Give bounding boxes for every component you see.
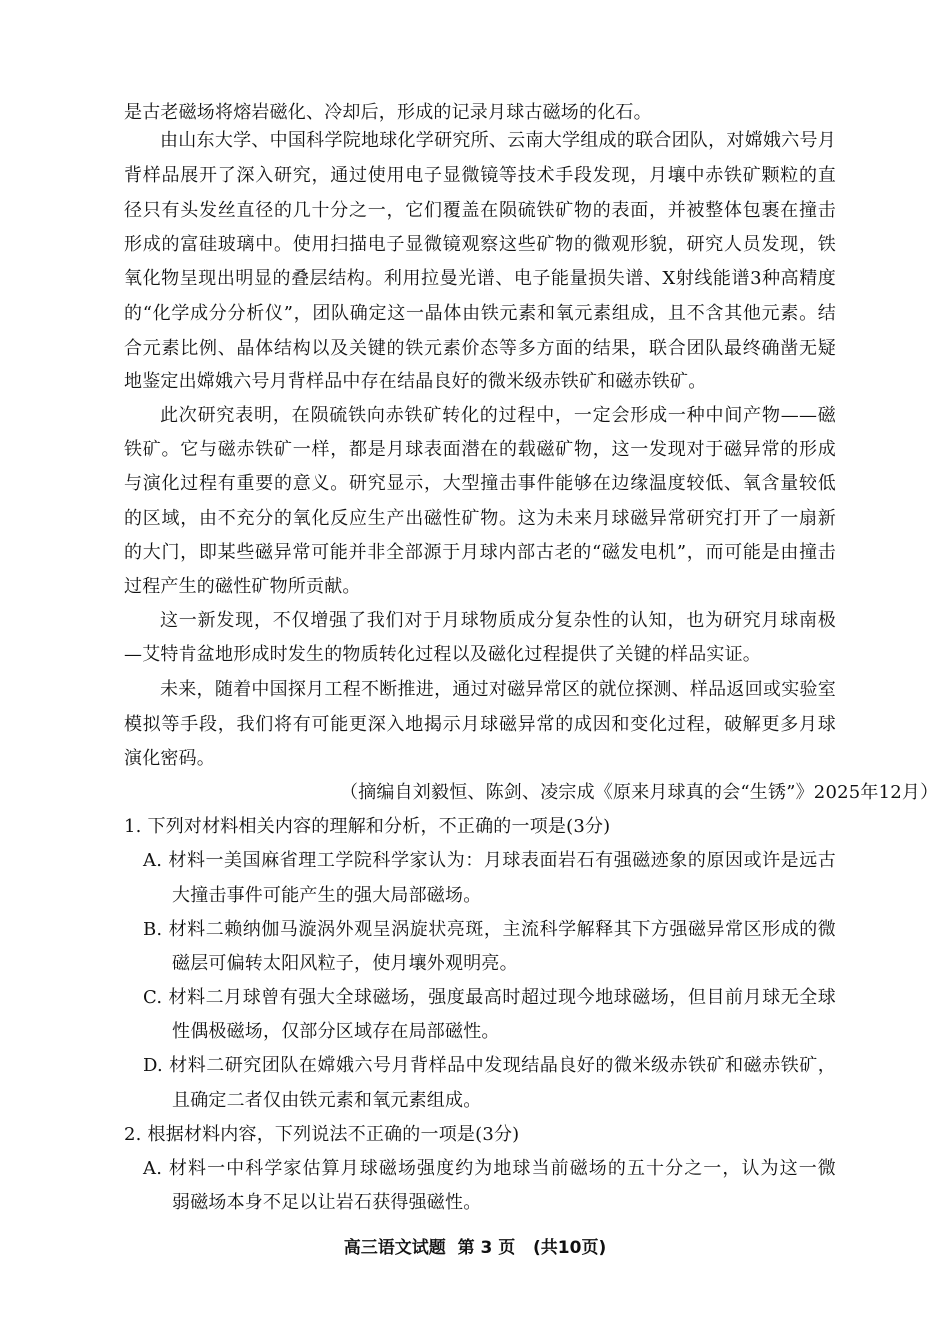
paragraph-line: 的区域，由不充分的氧化反应生产出磁性矿物。这为未来月球磁异常研究打开了一扇新 [124, 508, 836, 529]
paragraph-line: 此次研究表明，在陨硫铁向赤铁矿转化的过程中，一定会形成一种中间产物——磁 [160, 405, 836, 426]
paragraph-line: 演化密码。 [124, 748, 215, 769]
paragraph-line: 形成的富硅玻璃中。使用扫描电子显微镜观察这些矿物的微观形貌，研究人员发现，铁 [124, 234, 836, 255]
paragraph-line: 径只有头发丝直径的几十分之一，它们覆盖在陨硫铁矿物的表面，并被整体包裹在撞击 [124, 200, 836, 221]
source-citation: （摘编自刘毅恒、陈剑、凌宗成《原来月球真的会“生锈”》2025年12月） [340, 782, 939, 803]
question-stem: 1. 下列对材料相关内容的理解和分析，不正确的一项是(3分) [124, 816, 611, 837]
paragraph-line: 由山东大学、中国科学院地球化学研究所、云南大学组成的联合团队，对嫦娥六号月 [160, 130, 836, 151]
paragraph-line: 是古老磁场将熔岩磁化、冷却后，形成的记录月球古磁场的化石。 [124, 102, 652, 123]
paragraph-line: —艾特肯盆地形成时发生的物质转化过程以及磁化过程提供了关键的样品实证。 [124, 644, 761, 665]
paragraph-line: 过程产生的磁性矿物所贡献。 [124, 576, 361, 597]
option-a-line: 大撞击事件可能产生的强大局部磁场。 [172, 885, 482, 906]
option-d-line: 且确定二者仅由铁元素和氧元素组成。 [172, 1090, 482, 1111]
option-a-line: 弱磁场本身不足以让岩石获得强磁性。 [172, 1192, 482, 1213]
paragraph-line: 未来，随着中国探月工程不断推进，通过对磁异常区的就位探测、样品返回或实验室 [160, 679, 836, 700]
paragraph-line: 合元素比例、晶体结构以及关键的铁元素价态等多方面的结果，联合团队最终确凿无疑 [124, 338, 836, 359]
option-a-line: A. 材料一美国麻省理工学院科学家认为：月球表面岩石有强磁迹象的原因或许是远古 [143, 850, 836, 871]
option-c-line: 性偶极磁场，仅部分区域存在局部磁性。 [172, 1021, 500, 1042]
paragraph-line: 这一新发现，不仅增强了我们对于月球物质成分复杂性的认知，也为研究月球南极 [160, 610, 836, 631]
option-b-line: 磁层可偏转太阳风粒子，使月壤外观明亮。 [172, 953, 518, 974]
paragraph-line: 地鉴定出嫦娥六号月背样品中存在结晶良好的微米级赤铁矿和磁赤铁矿。 [124, 371, 707, 392]
option-a-line: A. 材料一中科学家估算月球磁场强度约为地球当前磁场的五十分之一，认为这一微 [143, 1158, 836, 1179]
paragraph-line: 模拟等手段，我们将有可能更深入地揭示月球磁异常的成因和变化过程，破解更多月球 [124, 714, 836, 735]
option-b-line: B. 材料二赖纳伽马漩涡外观呈涡旋状亮斑，主流科学解释其下方强磁异常区形成的微 [143, 919, 836, 940]
paragraph-line: 的“化学成分分析仪”，团队确定这一晶体由铁元素和氧元素组成，且不含其他元素。结 [124, 303, 836, 324]
page-footer: 高三语文试题 第 3 页 (共10页) [343, 1238, 607, 1258]
paragraph-line: 氧化物呈现出明显的叠层结构。利用拉曼光谱、电子能量损失谱、X射线能谱3种高精度 [124, 268, 836, 289]
paragraph-line: 的大门，即某些磁异常可能并非全部源于月球内部古老的“磁发电机”，而可能是由撞击 [124, 542, 836, 563]
paragraph-line: 背样品展开了深入研究，通过使用电子显微镜等技术手段发现，月壤中赤铁矿颗粒的直 [124, 165, 836, 186]
option-c-line: C. 材料二月球曾有强大全球磁场，强度最高时超过现今地球磁场，但目前月球无全球 [143, 987, 836, 1008]
paragraph-line: 铁矿。它与磁赤铁矿一样，都是月球表面潜在的载磁矿物，这一发现对于磁异常的形成 [124, 439, 836, 460]
question-stem: 2. 根据材料内容，下列说法不正确的一项是(3分) [124, 1124, 520, 1145]
option-d-line: D. 材料二研究团队在嫦娥六号月背样品中发现结晶良好的微米级赤铁矿和磁赤铁矿， [143, 1055, 836, 1076]
paragraph-line: 与演化过程有重要的意义。研究显示，大型撞击事件能够在边缘温度较低、氧含量较低 [124, 473, 836, 494]
